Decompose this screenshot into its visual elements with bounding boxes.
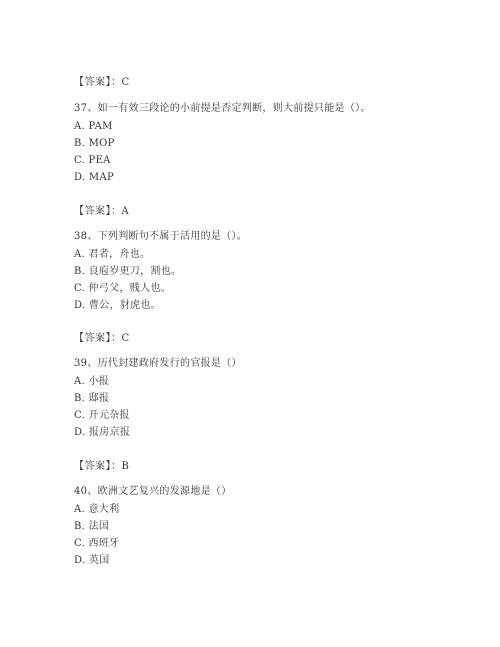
option-d: D. MAP <box>74 172 115 183</box>
option-a: A. PAM <box>74 121 113 132</box>
option-d: D. 报房京报 <box>74 427 131 438</box>
option-b: B. 邸报 <box>74 393 110 404</box>
question-text: 37、如一有效三段论的小前提是否定判断，则大前提只能是（）。 <box>74 103 371 114</box>
question-text: 40、欧洲文艺复兴的发源地是（） <box>74 486 232 497</box>
answer-line: 【答案】：C <box>74 333 130 344</box>
question-text: 39、历代封建政府发行的官报是（） <box>74 358 242 369</box>
option-b: B. 良庖岁更刀，割也。 <box>74 266 182 277</box>
option-a: A. 君者，舟也。 <box>74 249 151 260</box>
question-text: 38、下列判断句不属于活用的是（）。 <box>74 231 248 242</box>
option-a: A. 小报 <box>74 376 110 387</box>
answer-line: 【答案】：C <box>74 77 130 88</box>
option-d: D. 曹公，豺虎也。 <box>74 300 162 311</box>
option-c: C. 仲弓父，贱人也。 <box>74 283 171 294</box>
answer-line: 【答案】：B <box>74 461 130 472</box>
option-b: B. MOP <box>74 138 115 149</box>
option-c: C. PEA <box>74 155 111 166</box>
option-b: B. 法国 <box>74 521 110 532</box>
option-c: C. 开元杂报 <box>74 410 130 421</box>
answer-line: 【答案】：A <box>74 206 130 217</box>
option-d: D. 英国 <box>74 555 110 566</box>
option-c: C. 西班牙 <box>74 538 120 549</box>
option-a: A. 意大利 <box>74 504 120 515</box>
